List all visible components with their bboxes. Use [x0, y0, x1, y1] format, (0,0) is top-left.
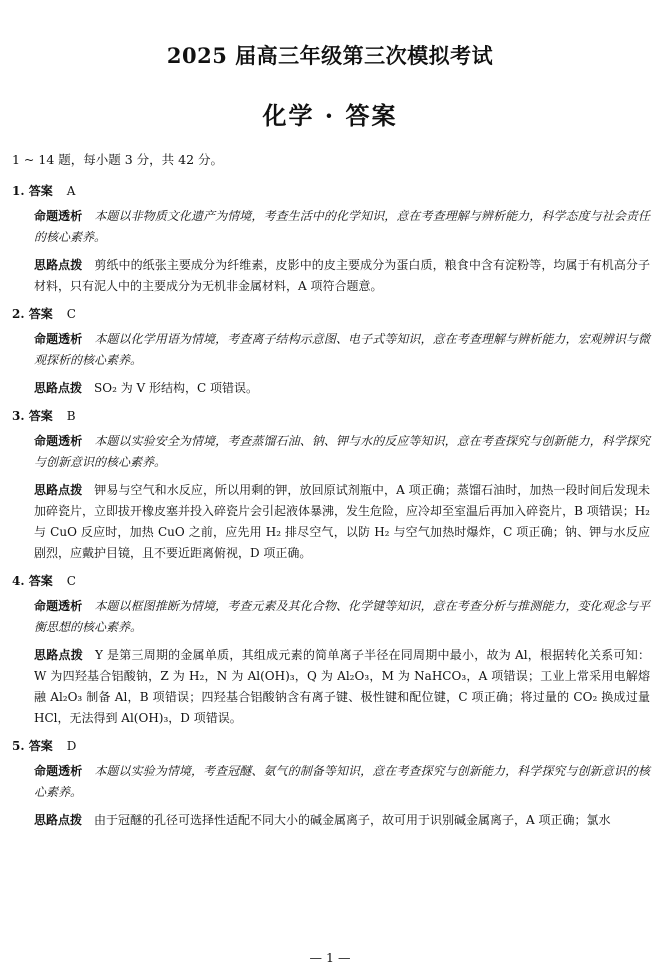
mingti-paragraph — [12, 761, 650, 803]
mingti-text: 本题以框图推断为情境，考查元素及其化合物、化学键等知识，意在考查分析与推测能力，变化观念与平衡思想的核心素养。 — [34, 599, 650, 634]
mingti-label: 命题透析 — [34, 764, 83, 778]
answer-label: 答案 — [28, 574, 53, 588]
silu-label: 思路点拨 — [34, 813, 83, 827]
silu-label: 思路点拨 — [34, 648, 83, 662]
mingti-text: 本题以实验为情境，考查冠醚、氨气的制备等知识，意在考查探究与创新能力，科学探究与创新意识的核心素养。 — [34, 764, 650, 799]
question-number: 4. — [12, 574, 25, 588]
mingti-text: 本题以实验安全为情境，考查蒸馏石油、钠、钾与水的反应等知识，意在考查探究与创新能力，科学探究与创新意识的核心素养。 — [34, 434, 650, 469]
silu-paragraph — [12, 645, 650, 729]
answer-label: 答案 — [28, 409, 53, 423]
answer-value: A — [66, 184, 76, 198]
mingti-label: 命题透析 — [34, 209, 83, 223]
page-number: — 1 — — [309, 950, 351, 965]
mingti-paragraph — [12, 329, 650, 371]
page-title: 2025 届高三年级第三次模拟考试 — [166, 43, 494, 68]
mingti-paragraph — [12, 596, 650, 638]
silu-label: 思路点拨 — [34, 381, 83, 395]
silu-paragraph — [12, 480, 650, 564]
answer-value: B — [66, 409, 76, 423]
scoring-intro: 1 ~ 14 题，每小题 3 分，共 42 分。 — [12, 152, 224, 167]
question-heading — [12, 181, 650, 202]
page-subtitle: 化学 · 答案 — [262, 101, 398, 130]
silu-text: 剪纸中的纸张主要成分为纤维素，皮影中的皮主要成分为蛋白质，粮食中含有淀粉等，均属于有机高分子材料，只有泥人中的主要成分为无机非金属材料，A 项符合题意。 — [34, 258, 650, 293]
silu-text: 由于冠醚的孔径可选择性适配不同大小的碱金属离子，故可用于识别碱金属离子，A 项正确；氯水 — [94, 813, 611, 827]
answer-label: 答案 — [28, 184, 53, 198]
silu-label: 思路点拨 — [34, 258, 83, 272]
silu-label: 思路点拨 — [34, 483, 83, 497]
question-block — [12, 406, 650, 564]
silu-paragraph — [12, 378, 650, 399]
silu-paragraph — [12, 255, 650, 297]
silu-text: 钾易与空气和水反应，所以用剩的钾，放回原试剂瓶中，A 项正确；蒸馏石油时，加热一段时间后发现未加碎瓷片，立即拔开橡皮塞并投入碎瓷片会引起液体暴沸，发生危险，应冷却至室温后再加入碎瓷片，B 项错误；H₂ 与 CuO 反应时，加热 CuO 之前，应先用 H₂ 排尽空气，以防 H₂ 与空气加热时爆炸，C 项正确；钠、钾与水反应剧烈，应戴护目镜，且不要近距离俯视，D 项正确。 — [34, 483, 650, 560]
silu-paragraph — [12, 810, 650, 831]
question-block — [12, 571, 650, 729]
questions-list — [12, 178, 650, 838]
question-number: 2. — [12, 307, 25, 321]
mingti-paragraph — [12, 431, 650, 473]
mingti-text: 本题以非物质文化遗产为情境，考查生活中的化学知识，意在考查理解与辨析能力，科学态度与社会责任的核心素养。 — [34, 209, 650, 244]
answer-label: 答案 — [28, 739, 53, 753]
question-heading — [12, 736, 650, 757]
mingti-label: 命题透析 — [34, 434, 83, 448]
question-heading — [12, 406, 650, 427]
question-number: 3. — [12, 409, 25, 423]
answer-label: 答案 — [28, 307, 53, 321]
mingti-label: 命题透析 — [34, 599, 83, 613]
question-number: 5. — [12, 739, 25, 753]
mingti-text: 本题以化学用语为情境，考查离子结构示意图、电子式等知识，意在考查理解与辨析能力，宏观辨识与微观探析的核心素养。 — [34, 332, 650, 367]
mingti-paragraph — [12, 206, 650, 248]
silu-text: SO₂ 为 V 形结构，C 项错误。 — [94, 381, 258, 395]
mingti-label: 命题透析 — [34, 332, 83, 346]
question-heading — [12, 571, 650, 592]
silu-text: Y 是第三周期的金属单质，其组成元素的简单离子半径在同周期中最小，故为 Al，根据转化关系可知：W 为四羟基合铝酸钠，Z 为 H₂，N 为 Al(OH)₃，Q 为 Al₂O₃，M 为 NaHCO₃，A 项错误；工业上常采用电解熔融 Al₂O₃ 制备 Al，B 项错误；四羟基合铝酸钠含有离子键、极性键和配位键，C 项正确；将过量的 CO₂ 换成过量 HCl，无法得到 Al(OH)₃，D 项错误。 — [34, 648, 650, 725]
question-block — [12, 736, 650, 831]
answer-value: C — [66, 574, 76, 588]
question-block — [12, 304, 650, 399]
answer-value: C — [66, 307, 76, 321]
question-block — [12, 181, 650, 297]
question-number: 1. — [12, 184, 25, 198]
question-heading — [12, 304, 650, 325]
answer-value: D — [66, 739, 77, 753]
